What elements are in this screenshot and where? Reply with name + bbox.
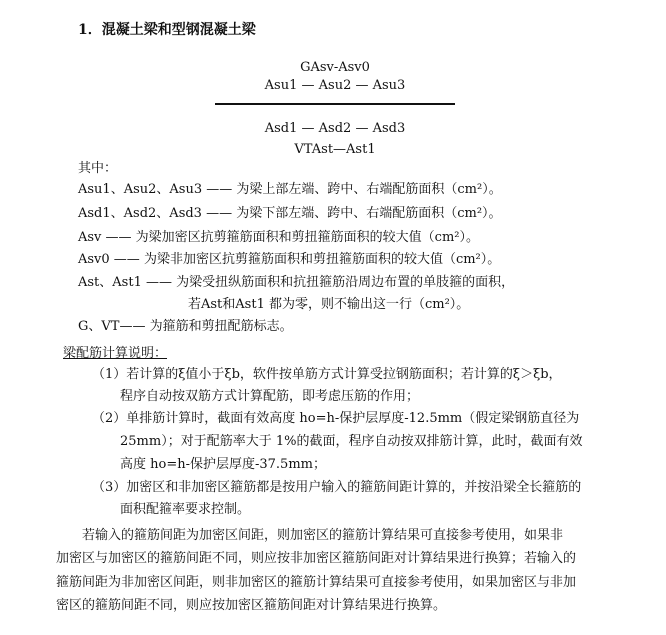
note-line: 面积配箍率要求控制。 [120,502,251,517]
definition-line: G、VT—— 为箍筋和剪扭配筋标志。 [78,319,293,334]
formula-line-2: Asu1 — Asu2 — Asu3 [264,78,406,93]
definition-line: Asu1、Asu2、Asu3 —— 为梁上部左端、跨中、右端配筋面积（cm²）。 [78,182,502,197]
note-line: （2）单排筋计算时，截面有效高度 ho=h-保护层厚度-12.5mm（假定梁钢筋直径为 [92,411,580,426]
note-line: （3）加密区和非加密区箍筋都是按用户输入的箍筋间距计算的，并按沿梁全长箍筋的 [92,480,582,495]
note-line: 25mm）；对于配筋率大于 1%的截面，程序自动按双排筋计算，此时，截面有效 [120,434,583,449]
note-line: 高度 ho=h-保护层厚度-37.5mm； [120,457,326,472]
paragraph-line: 若输入的箍筋间距为加密区间距，则加密区的箍筋计算结果可直接参考使用，如果非 [82,528,564,543]
definition-line: Asv0 —— 为梁非加密区抗剪箍筋面积和剪扭箍筋面积的较大值（cm²）。 [78,252,501,267]
paragraph-line: 箍筋间距为非加密区间距，则非加密区的箍筋计算结果可直接参考使用，如果加密区与非加 [56,575,577,590]
note-line: （1）若计算的ξ值小于ξb，软件按单筋方式计算受拉钢筋面积；若计算的ξ＞ξb， [92,367,562,382]
definition-line: 若Ast和Ast1 都为零，则不输出这一行（cm²）。 [188,297,470,312]
where-label: 其中： [78,161,118,176]
paragraph-line: 加密区与加密区的箍筋间距不同，则应按非加密区箍筋间距对计算结果进行换算；若输入的 [56,551,577,566]
note-line: 程序自动按双筋方式计算配筋，即考虑压筋的作用； [120,389,420,404]
notes-heading: 梁配筋计算说明： [63,346,168,361]
formula-line-1: GAsv-Asv0 [300,60,370,75]
section-title: 1．混凝土梁和型钢混凝土梁 [78,22,256,38]
definition-line: Asd1、Asd2、Asd3 —— 为梁下部左端、跨中、右端配筋面积（cm²）。 [78,206,502,221]
formula-line-4: VTAst—Ast1 [294,142,376,157]
formula-line-3: Asd1 — Asd2 — Asd3 [264,121,406,136]
definition-line: Ast、Ast1 —— 为梁受扭纵筋面积和抗扭箍筋沿周边布置的单肢箍的面积， [78,275,515,290]
paragraph-line: 密区的箍筋间距不同，则应按加密区箍筋间距对计算结果进行换算。 [56,598,447,613]
definition-line: Asv —— 为梁加密区抗剪箍筋面积和剪扭箍筋面积的较大值（cm²）。 [78,230,479,245]
fraction-bar [215,103,455,105]
